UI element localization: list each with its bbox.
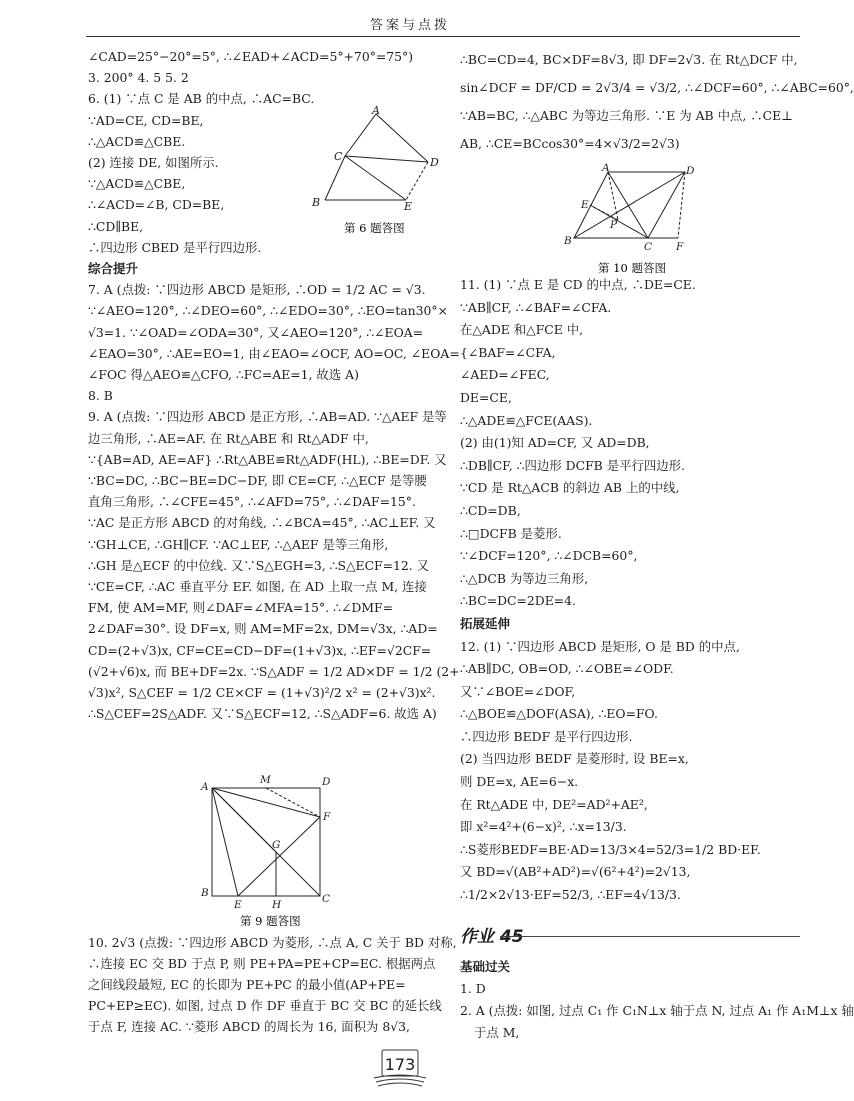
- figure-6: [300, 104, 450, 244]
- left-column-bottom: [88, 932, 457, 1037]
- text-line: (2) 当四边形 BEDF 是菱形时, 设 BE=x,: [460, 751, 689, 767]
- text-line: ∴CD∥BE,: [88, 218, 144, 234]
- header-rule: [86, 36, 800, 37]
- section-heading: 综合提升: [88, 261, 139, 277]
- text-line: 3. 200° 4. 5 5. 2: [88, 70, 189, 86]
- fig9-label: C: [322, 893, 331, 905]
- text-line: (2) 由(1)知 AD=CF, 又 AD=DB,: [460, 435, 650, 451]
- fig10-label: A: [602, 162, 610, 174]
- figure-10: [560, 162, 710, 280]
- text-line: 即 x²=4²+(6−x)², ∴x=13/3.: [460, 819, 627, 835]
- text-line: ∴DB∥CF, ∴四边形 DCFB 是平行四边形.: [460, 457, 686, 473]
- text-line: ∴AB∥DC, OB=OD, ∴∠OBE=∠ODF.: [460, 661, 674, 677]
- text-line: ∵△ACD≌△CBE,: [88, 176, 186, 192]
- text-line: ∵AC 是正方形 ABCD 的对角线, ∴∠BCA=45°, ∴AC⊥EF. 又: [88, 515, 436, 531]
- text-line: ∴BC=CD=4, BC×DF=8√3, 即 DF=2√3. 在 Rt△DCF 中,: [460, 52, 798, 67]
- text-line: ∵AB∥CF, ∴∠BAF=∠CFA.: [460, 299, 612, 315]
- text-line: ∴□DCFB 是菱形.: [460, 525, 562, 541]
- text-line: 10. 2√3 (点拨: ∵四边形 ABCD 为菱形, ∴点 A, C 关于 BD 对称,: [88, 935, 457, 950]
- text-line: 9. A (点拨: ∵四边形 ABCD 是正方形, ∴AB=AD. ∵△AEF 是等: [88, 409, 447, 425]
- fig9-label: F: [323, 811, 331, 823]
- text-line: 12. (1) ∵四边形 ABCD 是矩形, O 是 BD 的中点,: [460, 638, 740, 654]
- text-line: ∵∠DCF=120°, ∴∠DCB=60°,: [460, 548, 638, 564]
- fig9-label: A: [201, 781, 209, 793]
- text-line: ∴四边形 BEDF 是平行四边形.: [460, 728, 633, 744]
- text-line: ∵CE=CF, ∴AC 垂直平分 EF. 如图, 在 AD 上取一点 M, 连接: [88, 579, 427, 595]
- text-line: ∵BC=DC, ∴BC−BE=DC−DF, 即 CE=CF, ∴△ECF 是等腰: [88, 473, 427, 489]
- text-line: 又 BD=√(AB²+AD²)=√(6²+4²)=2√13,: [460, 864, 691, 880]
- right-column: [460, 274, 800, 907]
- text-line: 又∵∠BOE=∠DOF,: [460, 683, 576, 699]
- section-heading: 基础过关: [460, 959, 511, 974]
- fig10-label: C: [644, 241, 653, 253]
- text-line: ∴连接 EC 交 BD 于点 P, 则 PE+PA=PE+CP=EC. 根据两点: [88, 956, 436, 971]
- homework-section: [460, 956, 854, 1044]
- text-line: ∠EAO=30°, ∴AE=EO=1, 由∠EAO=∠OCF, AO=OC, ∠EOA=: [88, 345, 460, 361]
- text-line: 2. A (点拨: 如图, 过点 C₁ 作 C₁N⊥x 轴于点 N, 过点 A₁ 作 A₁M⊥x 轴: [460, 1003, 854, 1018]
- fig9-label: G: [272, 839, 281, 851]
- text-line: 1. D: [460, 981, 486, 996]
- text-line: 于点 M,: [474, 1025, 520, 1040]
- fig6-label: C: [334, 150, 343, 163]
- text-line: ∴△ACD≌△CBE.: [88, 133, 186, 149]
- fig10-caption: 第 10 题答图: [598, 261, 666, 275]
- text-line: ∴∠ACD=∠B, CD=BE,: [88, 197, 225, 213]
- right-column-top: [460, 46, 854, 158]
- homework-rule: [500, 936, 800, 937]
- header-title: 答案与点拨: [369, 18, 450, 33]
- fig9-label: D: [322, 776, 331, 788]
- text-line: 6. (1) ∵点 C 是 AB 的中点, ∴AC=BC.: [88, 91, 315, 107]
- text-line: 7. A (点拨: ∵四边形 ABCD 是矩形, ∴OD = 1/2 AC = √3.: [88, 282, 426, 298]
- text-line: 直角三角形, ∴∠CFE=45°, ∴∠AFD=75°, ∴∠DAF=15°.: [88, 494, 416, 510]
- text-line: ∠CAD=25°−20°=5°, ∴∠EAD+∠ACD=5°+70°=75°): [88, 49, 414, 64]
- fig6-caption: 第 6 题答图: [344, 221, 405, 235]
- page-header: [0, 0, 800, 38]
- text-line: 在 Rt△ADE 中, DE²=AD²+AE²,: [460, 796, 648, 812]
- text-line: ∵{AB=AD, AE=AF} ∴Rt△ABE≌Rt△ADF(HL), ∴BE=DF. 又: [88, 451, 447, 467]
- text-line: ∴△DCB 为等边三角形,: [460, 570, 589, 586]
- fig9-caption: 第 9 题答图: [240, 914, 301, 928]
- text-line: 于点 F, 连接 AC. ∵菱形 ABCD 的周长为 16, 面积为 8√3,: [88, 1019, 410, 1034]
- text-line: sin∠DCF = DF/CD = 2√3/4 = √3/2, ∴∠DCF=60°, ∴∠ABC=60°,: [460, 80, 854, 95]
- fig6-label: A: [372, 104, 380, 117]
- page-number-badge: [370, 1048, 430, 1088]
- fig6-label: E: [404, 200, 413, 213]
- text-line: ∵GH⊥CE, ∴GH∥CF. ∵AC⊥EF, ∴△AEF 是等三角形,: [88, 536, 389, 552]
- text-line: ∠AED=∠FEC,: [460, 367, 550, 383]
- text-line: (2) 连接 DE, 如图所示.: [88, 155, 219, 171]
- text-line: ∴CD=DB,: [460, 502, 521, 518]
- text-line: 11. (1) ∵点 E 是 CD 的中点, ∴DE=CE.: [460, 277, 696, 292]
- text-line: √3=1. ∵∠OAD=∠ODA=30°, 又∠AEO=120°, ∴∠EOA=: [88, 324, 424, 340]
- text-line: ∴△BOE≌△DOF(ASA), ∴EO=FO.: [460, 706, 658, 722]
- text-line: 8. B: [88, 388, 113, 404]
- fig10-label: F: [676, 241, 684, 253]
- text-line: √3)x², S△CEF = 1/2 CE×CF = (1+√3)²/2 x² = (2+√3)x².: [88, 685, 436, 701]
- fig10-label: B: [564, 235, 572, 247]
- section-heading: 拓展延伸: [460, 615, 511, 631]
- fig9-label: M: [260, 774, 271, 786]
- text-line: 边三角形, ∴AE=AF. 在 Rt△ABE 和 Rt△ADF 中,: [88, 430, 369, 446]
- homework-title: 作业 45: [460, 927, 524, 947]
- text-line: 则 DE=x, AE=6−x.: [460, 774, 579, 790]
- fig9-label: H: [272, 899, 282, 911]
- fig9-label: B: [201, 887, 209, 899]
- fig6-label: D: [430, 156, 439, 169]
- fig9-label: E: [234, 899, 242, 911]
- text-line: DE=CE,: [460, 389, 512, 405]
- text-line: PC+EP≥EC). 如图, 过点 D 作 DF 垂直于 BC 交 BC 的延长线: [88, 998, 442, 1013]
- text-line: {∠BAF=∠CFA,: [460, 344, 556, 360]
- text-line: ∴S菱形BEDF=BE·AD=13/3×4=52/3=1/2 BD·EF.: [460, 841, 761, 857]
- text-line: CD=(2+√3)x, CF=CE=CD−DF=(1+√3)x, ∴EF=√2CF=: [88, 642, 432, 658]
- text-line: 之间线段最短, EC 的长即为 PE+PC 的最小值(AP+PE=: [88, 977, 406, 992]
- text-line: ∴BC=DC=2DE=4.: [460, 593, 576, 609]
- text-line: 在△ADE 和△FCE 中,: [460, 322, 584, 338]
- text-line: ∵CD 是 Rt△ACB 的斜边 AB 上的中线,: [460, 480, 680, 496]
- text-line: ∵AD=CE, CD=BE,: [88, 112, 204, 128]
- text-line: ∴GH 是△ECF 的中位线. 又∵S△EGH=3, ∴S△ECF=12. 又: [88, 557, 430, 573]
- text-line: (√2+√6)x, 而 BE+DF=2x. ∵S△ADF = 1/2 AD×DF = 1/2 (2+: [88, 663, 460, 679]
- text-line: 2∠DAF=30°. 设 DF=x, 则 AM=MF=2x, DM=√3x, ∴AD=: [88, 621, 438, 637]
- text-line: ∴1/2×2√13·EF=52/3, ∴EF=4√13/3.: [460, 887, 681, 903]
- text-line: ∠FOC 得△AEO≌△CFO, ∴FC=AE=1, 故选 A): [88, 367, 359, 383]
- text-line: ∴S△CEF=2S△ADF. 又∵S△ECF=12, ∴S△ADF=6. 故选 A): [88, 706, 437, 722]
- fig10-label: D: [686, 165, 695, 177]
- fig10-label: E: [581, 199, 589, 211]
- figure-9: [196, 772, 346, 928]
- text-line: ∴△ADE≌△FCE(AAS).: [460, 412, 593, 428]
- text-line: AB, ∴CE=BCcos30°=4×√3/2=2√3): [460, 136, 680, 151]
- text-line: FM, 使 AM=MF, 则∠DAF=∠MFA=15°. ∴∠DMF=: [88, 600, 393, 616]
- page-number: 173: [384, 1055, 416, 1074]
- text-line: ∵AB=BC, ∴△ABC 为等边三角形. ∵E 为 AB 中点, ∴CE⊥: [460, 108, 793, 123]
- text-line: ∴四边形 CBED 是平行四边形.: [88, 239, 262, 255]
- fig6-label: B: [312, 196, 321, 209]
- fig10-label: P: [610, 219, 618, 231]
- text-line: ∵∠AEO=120°, ∴∠DEO=60°, ∴∠EDO=30°, ∴EO=tan30°×: [88, 303, 448, 319]
